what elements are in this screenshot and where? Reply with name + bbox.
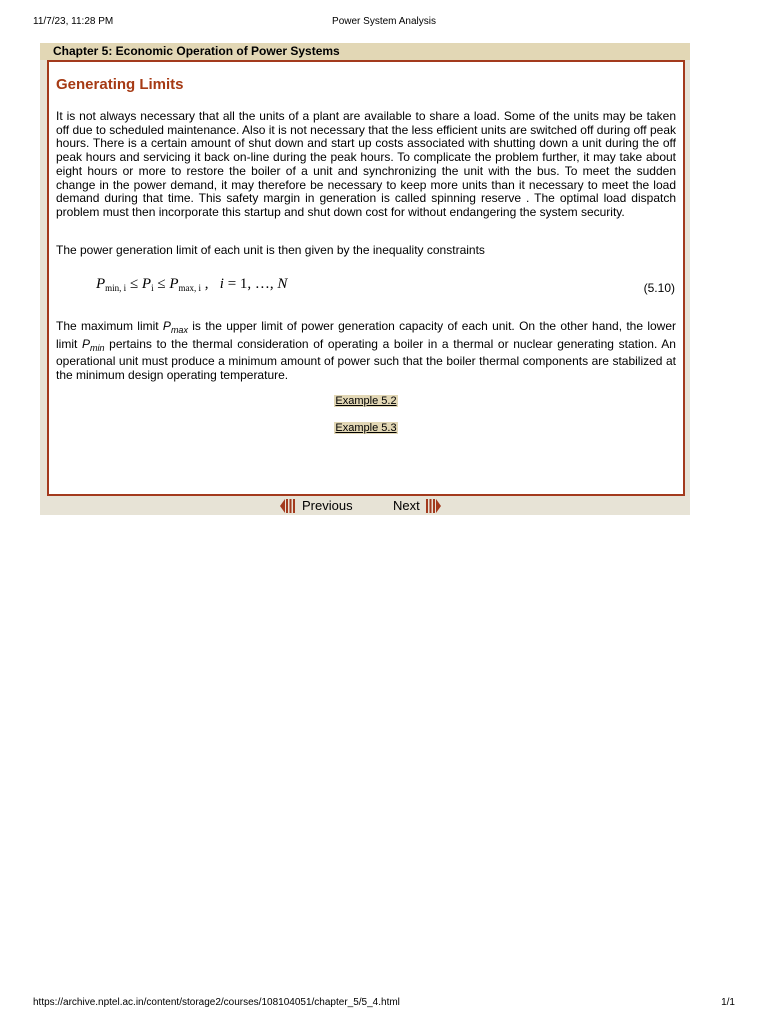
print-page-title: Power System Analysis <box>332 16 436 27</box>
previous-button[interactable] <box>280 497 353 514</box>
section-heading: Generating Limits <box>56 76 184 93</box>
previous-label: Previous <box>302 498 353 513</box>
page-number: 1/1 <box>721 997 735 1008</box>
paragraph-spinning-reserve: It is not always necessary that all the units of a plant are available to share a load. Some of the units may be taken off due to scheduled maintenance. Also it is not necessary that the less efficient units are switched off during off peak hours. There is a certain amount of shut down and start up costs associated with shutting down a unit during the off peak hours and servicing it back on-line during the peak hours. To complicate the problem further, it may take about eight hours or more to restore the boiler of a unit and synchronizing the unit with the bus. To meet the sudden change in the power demand, it may therefore be necessary to keep more units than it necessary to meet the load demand during that time. This safety margin in generation is called spinning reserve . The optimal load dispatch problem must then incorporate this startup and shut down cost for without endangering the system security. <box>56 109 676 219</box>
paragraph-inequality-intro: The power generation limit of each unit is then given by the inequality constraints <box>56 243 485 257</box>
print-footer <box>33 997 735 1011</box>
page-navigation <box>0 497 768 514</box>
print-header <box>33 16 735 30</box>
content-panel <box>47 60 685 496</box>
next-arrow-icon <box>424 498 441 514</box>
chapter-title-bar: Chapter 5: Economic Operation of Power Systems <box>40 43 690 60</box>
equation-generation-limits: $P_{min, i} \le P_i \le P_{max, i}$ , i = 1, …, N <box>96 276 288 293</box>
paragraph-max-min-limits: The maximum limit $P_{max}$ is the upper limit of power generation capacity of each unit. On the other hand, the lower limit $P_{min}$ pertains to the thermal consideration of operating a boiler in a thermal or nuclear generating station. An operational unit must produce a minimum amount of power such that the boiler thermal components are stabilized at the minimum design operating temperature. <box>56 319 677 383</box>
previous-arrow-icon <box>280 498 297 514</box>
equation-number: (5.10) <box>643 281 675 295</box>
next-label: Next <box>393 498 420 513</box>
example-5-3-link[interactable]: Example 5.3 <box>335 422 397 434</box>
next-button[interactable] <box>393 497 441 514</box>
print-datetime: 11/7/23, 11:28 PM <box>33 16 114 27</box>
page-url: https://archive.nptel.ac.in/content/storage2/courses/108104051/chapter_5/5_4.html <box>33 997 400 1008</box>
example-5-2-link[interactable]: Example 5.2 <box>335 395 397 407</box>
